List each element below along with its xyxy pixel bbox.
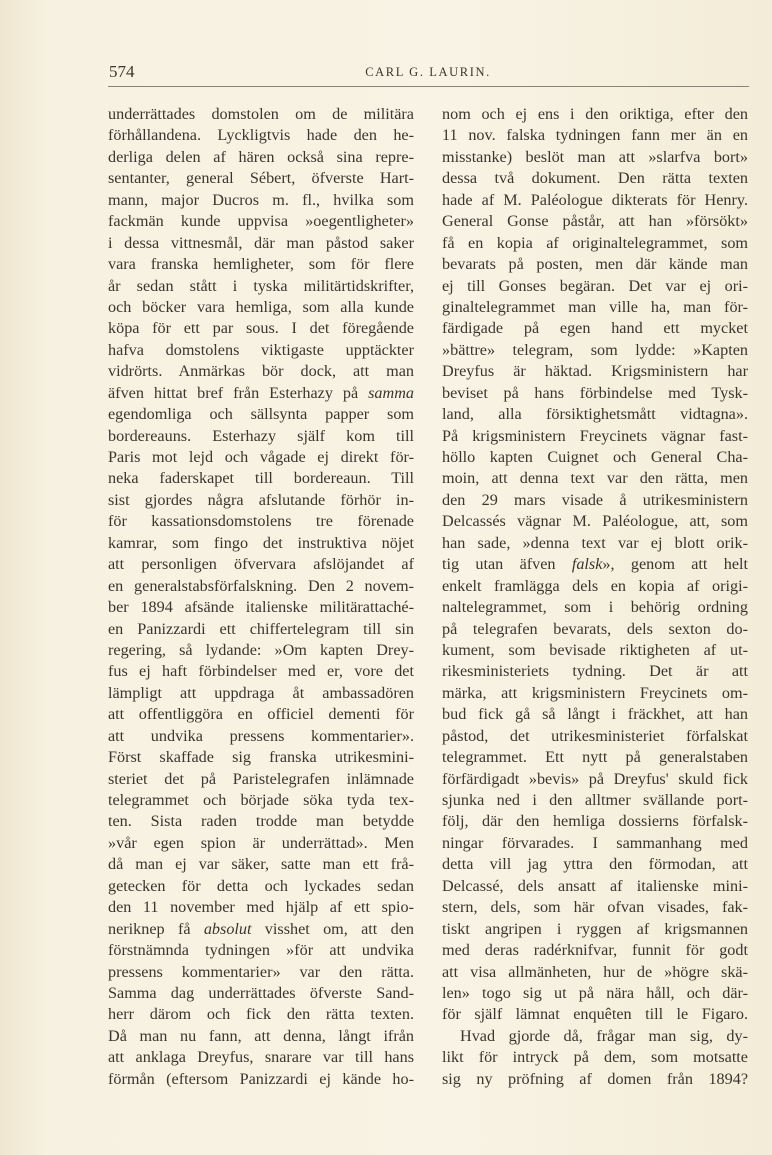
- text-line: [442, 619, 748, 640]
- text-line: [108, 597, 414, 618]
- text-line: [442, 1004, 748, 1025]
- text-column-left: [108, 104, 414, 1090]
- text-line: [108, 1004, 414, 1025]
- text-line: [108, 619, 414, 640]
- text-segment: ningar förvarades. I sammanhang med: [442, 833, 748, 852]
- text-line: [442, 147, 748, 168]
- text-line: [108, 340, 414, 361]
- text-line: [108, 704, 414, 725]
- text-line: [442, 704, 748, 725]
- text-segment: Samma dag underrättades öfverste Sand-: [108, 983, 414, 1002]
- text-segment: bud fick gå så långt i fräckhet, att han: [442, 705, 748, 724]
- text-line: [108, 554, 414, 575]
- text-line: [442, 1047, 748, 1068]
- text-segment: fackmän kunde uppvisa »oegentligheter»: [108, 212, 414, 231]
- text-segment: att offentliggöra en officiel dementi för: [108, 705, 414, 724]
- text-segment: detta vill jag yttra den förmodan, att: [442, 855, 748, 874]
- text-line: [442, 661, 748, 682]
- text-segment: hafva domstolens viktigaste upptäckter: [108, 340, 414, 359]
- text-segment: den 29 mars visade å utrikesministern: [442, 490, 748, 509]
- text-segment: egendomliga och sällsynta papper som: [108, 405, 414, 424]
- text-segment: och böcker vara hemliga, som alla kunde: [108, 297, 414, 316]
- text-segment: Delcassé, dels ansatt af italienske mini-: [442, 876, 748, 895]
- text-line: [108, 383, 414, 404]
- text-line: [108, 168, 414, 189]
- text-segment: kument, som bevisade riktigheten af ut-: [442, 640, 748, 659]
- text-line: [442, 876, 748, 897]
- text-line: [442, 533, 748, 554]
- text-line: [442, 790, 748, 811]
- text-line: [108, 640, 414, 661]
- text-line: [108, 533, 414, 554]
- text-segment: sjunka ned i den alltmer svällande port-: [442, 791, 748, 809]
- text-segment: att visa allmänheten, hur de »högre skä-: [442, 962, 748, 981]
- text-line: [442, 211, 748, 232]
- text-line: [108, 833, 414, 854]
- text-segment: Delcassés vägnar M. Paléologue, att, som: [442, 512, 748, 531]
- text-segment: tiskt angripen i ryggen af krigsmannen: [442, 919, 748, 938]
- text-line: [442, 597, 748, 618]
- text-segment: naltelegrammet, som i behörig ordning: [442, 598, 748, 617]
- text-segment: getecken för detta och lyckades sedan: [108, 876, 414, 895]
- text-line: [442, 340, 748, 361]
- text-segment: förstnämnda tydningen »för att undvika: [108, 941, 414, 960]
- text-line: [108, 190, 414, 211]
- text-line: [442, 897, 748, 918]
- text-segment: visshet om, att den: [251, 919, 414, 938]
- text-line: [108, 919, 414, 940]
- text-line: [442, 962, 748, 983]
- text-line: [108, 211, 414, 232]
- text-line: [442, 1026, 748, 1047]
- text-segment: mann, major Ducros m. fl., hvilka som: [108, 190, 414, 209]
- italic-text: falsk: [571, 555, 603, 574]
- text-segment: Paris mot lejd och vågade ej direkt för-: [108, 448, 414, 466]
- text-segment: len» togo sig ut på nära håll, och där-: [442, 983, 748, 1002]
- text-line: [442, 490, 748, 511]
- text-line: [108, 1069, 414, 1090]
- text-line: [442, 190, 748, 211]
- text-segment: misstanke) beslöt man att »slarfva bort»: [442, 147, 748, 166]
- text-segment: »bättre» telegram, som lydde: »Kapten: [442, 340, 748, 359]
- text-segment: rikesministeriets tydning. Det är att: [442, 662, 748, 681]
- italic-text: samma: [368, 383, 414, 402]
- text-line: [108, 447, 414, 468]
- text-line: [108, 683, 414, 704]
- text-line: [442, 297, 748, 318]
- text-line: [108, 511, 414, 532]
- text-segment: ej till Gonses begäran. Det var ej ori-: [442, 276, 748, 295]
- text-segment: telegrammet och började söka tyda tex-: [108, 791, 414, 809]
- text-line: [442, 919, 748, 940]
- text-segment: vidrörts. Anmärkas bör dock, att man: [108, 362, 414, 381]
- text-segment: Då man nu fann, att denna, långt ifrån: [108, 1026, 414, 1045]
- text-line: [108, 297, 414, 318]
- text-line: [108, 490, 414, 511]
- text-line: [442, 276, 748, 297]
- text-segment: äfven hittat bref från Esterhazy på: [108, 383, 369, 402]
- text-segment: förfärdigadt »bevis» på Dreyfus' skuld fick: [442, 769, 748, 788]
- text-line: [442, 404, 748, 425]
- text-segment: steriet det på Paristelegrafen inlämnade: [108, 769, 414, 788]
- text-segment: år sedan stått i tyska militärtidskrifter,: [108, 276, 414, 295]
- text-line: [108, 769, 414, 790]
- text-segment: sentanter, general Sébert, öfverste Hart-: [108, 169, 414, 188]
- text-line: [442, 769, 748, 790]
- text-line: [108, 426, 414, 447]
- text-line: [108, 233, 414, 254]
- text-segment: hade af M. Paléologue dikterats för Henry.: [442, 190, 748, 209]
- text-segment: General Gonse påstår, att han »försökt»: [442, 212, 748, 231]
- text-segment: för kassationsdomstolens tre förenade: [108, 512, 414, 531]
- page-number: 574: [109, 62, 135, 81]
- text-segment: att personligen öfvervara afslöjandet af: [108, 555, 414, 574]
- text-segment: neka faderskapet till bordereaun. Till: [108, 469, 414, 488]
- text-line: [108, 318, 414, 339]
- text-segment: sig ny pröfning af domen från 1894?: [442, 1069, 748, 1088]
- italic-text: absolut: [203, 919, 252, 938]
- text-line: [108, 361, 414, 382]
- text-line: [442, 554, 748, 575]
- text-line: [108, 468, 414, 489]
- text-column-right: [442, 104, 748, 1090]
- text-line: [442, 447, 748, 468]
- text-line: [442, 576, 748, 597]
- text-segment: nom och ej ens i den oriktiga, efter den: [442, 105, 748, 123]
- text-segment: ber 1894 afsände italienske militärattaché-: [108, 598, 414, 617]
- text-line: [108, 811, 414, 832]
- text-segment: »vår egen spion är underrättad». Men: [108, 833, 414, 852]
- text-line: [442, 683, 748, 704]
- text-line: [108, 790, 414, 811]
- text-segment: för själf lämnat enquêten till le Figaro.: [442, 1005, 748, 1024]
- text-segment: höllo kapten Cuignet och General Cha-: [442, 448, 748, 466]
- text-segment: tig utan äfven: [442, 555, 572, 574]
- text-line: [108, 661, 414, 682]
- text-line: [442, 1069, 748, 1090]
- text-segment: dessa två dokument. Den rätta texten: [442, 169, 748, 188]
- text-line: [108, 1047, 414, 1068]
- text-line: [442, 747, 748, 768]
- text-segment: förmån (eftersom Panizzardi ej kände ho-: [108, 1069, 414, 1088]
- text-segment: en Panizzardi ett chiffertelegram till sin: [108, 619, 414, 638]
- text-line: [108, 854, 414, 875]
- text-line: [442, 104, 748, 125]
- text-segment: följ, där den hemliga dossierns förfalsk-: [442, 812, 748, 831]
- text-segment: lämpligt att uppdraga åt ambassadören: [108, 683, 414, 702]
- text-line: [442, 426, 748, 447]
- text-segment: moin, att denna text var den rätta, men: [442, 469, 748, 488]
- text-segment: På krigsministern Freycinets vägnar fast-: [442, 426, 748, 445]
- text-line: [108, 276, 414, 297]
- text-segment: den 11 november med hjälp af ett spio-: [108, 898, 414, 917]
- text-segment: kamrar, som fingo det instruktiva nöjet: [108, 533, 414, 552]
- text-segment: en generalstabsförfalskning. Den 2 novem-: [108, 576, 414, 595]
- text-line: [442, 383, 748, 404]
- text-line: [442, 854, 748, 875]
- text-segment: han sade, »denna text var ej blott orik-: [442, 533, 748, 552]
- text-segment: 11 nov. falska tydningen fann mer än en: [442, 126, 748, 145]
- text-segment: land, alla försiktighetsmått vidtagna».: [442, 405, 748, 424]
- text-segment: i dessa vittnesmål, där man påstod saker: [108, 233, 414, 252]
- text-segment: underrättades domstolen om de militära: [108, 105, 414, 123]
- text-line: [108, 104, 414, 125]
- text-line: [442, 468, 748, 489]
- text-segment: Dreyfus är häktad. Krigsministern har: [442, 362, 748, 381]
- text-line: [442, 233, 748, 254]
- text-segment: likt för intryck på dem, som motsatte: [442, 1048, 748, 1067]
- text-segment: märka, att krigsministern Freycinets om-: [442, 683, 748, 702]
- text-line: [108, 147, 414, 168]
- text-line: [108, 254, 414, 275]
- text-line: [442, 254, 748, 275]
- text-segment: », genom att helt: [602, 555, 749, 574]
- text-segment: regering, så lydande: »Om kapten Drey-: [108, 640, 414, 659]
- text-segment: stern, dels, som här ofvan visades, fak-: [442, 898, 748, 917]
- text-line: [108, 1026, 414, 1047]
- text-segment: köpa för ett par sous. I det föregående: [108, 319, 414, 338]
- header-rule: [108, 86, 749, 87]
- text-line: [442, 983, 748, 1004]
- text-segment: bordereauns. Esterhazy själf kom till: [108, 426, 414, 445]
- text-line: [108, 576, 414, 597]
- text-segment: Först skaffade sig franska utrikesmini-: [108, 748, 414, 767]
- text-segment: förhållandena. Lyckligtvis hade den he-: [108, 126, 414, 145]
- text-segment: Hvad gjorde då, frågar man sig, dy-: [460, 1026, 748, 1045]
- text-line: [108, 897, 414, 918]
- text-segment: telegrammet. Ett nytt på generalstaben: [442, 748, 748, 767]
- text-segment: herr därom och fick den rätta texten.: [108, 1005, 414, 1024]
- text-segment: att anklaga Dreyfus, snarare var till hans: [108, 1048, 414, 1067]
- text-segment: enkelt framlägga dels en kopia af origi-: [442, 576, 748, 595]
- text-line: [442, 361, 748, 382]
- text-line: [108, 876, 414, 897]
- text-line: [442, 940, 748, 961]
- text-segment: påstod, det utrikesministeriet förfalskat: [442, 726, 748, 745]
- text-line: [108, 747, 414, 768]
- text-segment: neriknep få: [108, 919, 204, 938]
- text-segment: derliga delen af hären också sina repre-: [108, 147, 414, 166]
- text-line: [108, 726, 414, 747]
- running-head: CARL G. LAURIN.: [365, 65, 491, 79]
- text-segment: då man ej var säker, satte man ett frå-: [108, 855, 414, 874]
- text-line: [108, 983, 414, 1004]
- text-segment: ten. Sista raden trodde man betydde: [108, 812, 414, 831]
- text-segment: bevarats på posten, men där kände man: [442, 255, 748, 274]
- text-segment: färdigade på egen hand ett mycket: [442, 319, 748, 338]
- text-line: [442, 811, 748, 832]
- text-segment: pressens kommentarier» var den rätta.: [108, 962, 414, 981]
- text-line: [108, 404, 414, 425]
- text-segment: att undvika pressens kommentarier».: [108, 726, 414, 745]
- text-line: [108, 940, 414, 961]
- text-line: [442, 318, 748, 339]
- text-line: [442, 168, 748, 189]
- text-segment: på telegrafen bevarats, dels sexton do-: [442, 619, 748, 638]
- text-line: [442, 125, 748, 146]
- text-segment: med deras radérknifvar, funnit för godt: [442, 941, 748, 960]
- text-line: [442, 833, 748, 854]
- text-line: [442, 726, 748, 747]
- text-segment: ginaltelegrammet man ville ha, man för-: [442, 297, 748, 316]
- text-segment: vara franska hemligheter, som för flere: [108, 255, 414, 274]
- text-line: [108, 125, 414, 146]
- text-segment: fus ej haft förbindelser med er, vore det: [108, 662, 414, 681]
- text-line: [442, 511, 748, 532]
- text-segment: sist gjordes några afslutande förhör in-: [108, 490, 414, 509]
- text-line: [108, 962, 414, 983]
- text-segment: beviset på hans förbindelse med Tysk-: [442, 383, 748, 402]
- text-segment: få en kopia af originaltelegrammet, som: [442, 233, 748, 252]
- text-line: [442, 640, 748, 661]
